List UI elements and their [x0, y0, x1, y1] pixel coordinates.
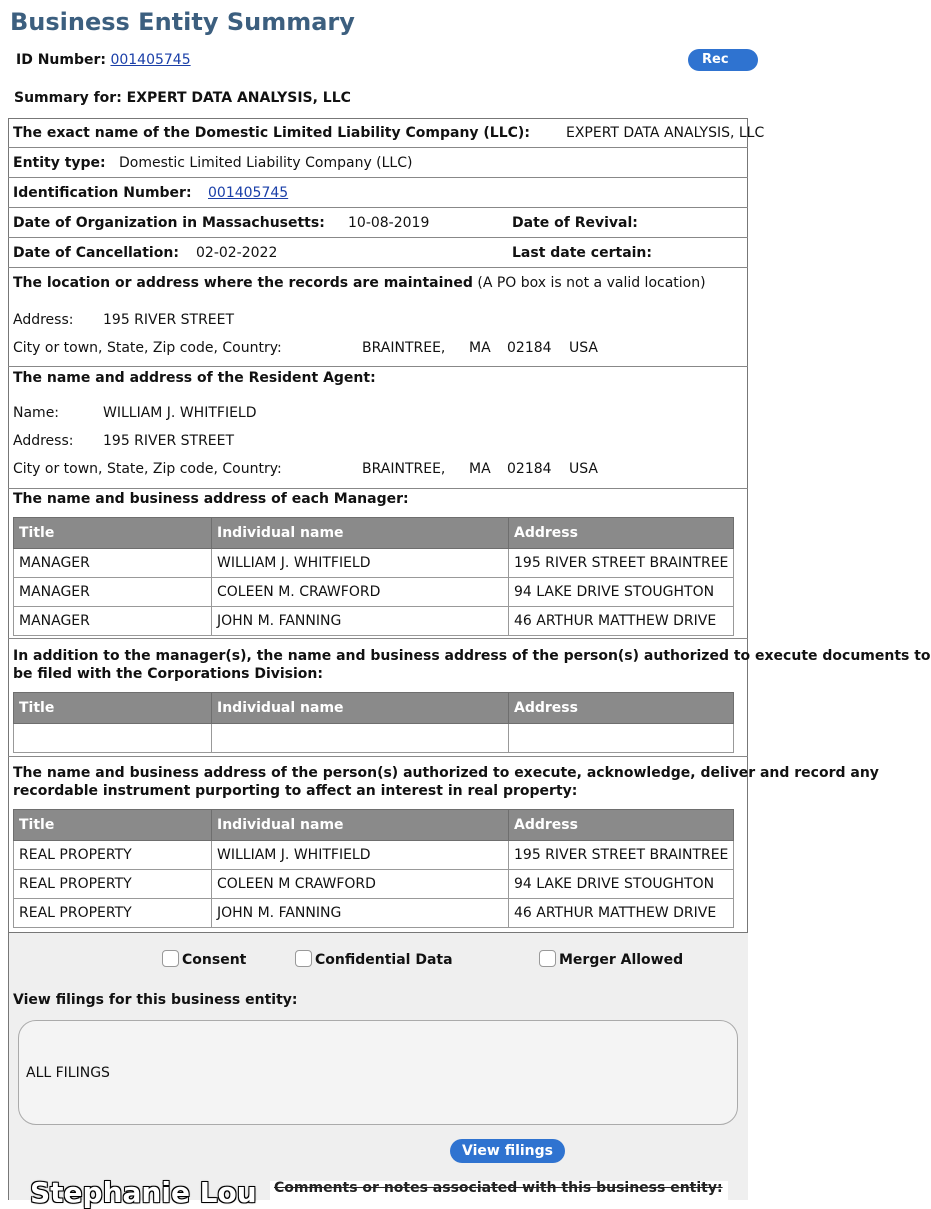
- empty-cell: [212, 724, 509, 753]
- column-header-address: Address: [509, 810, 734, 841]
- empty-cell: [509, 724, 734, 753]
- records-location-section: [8, 268, 748, 367]
- entity-type-label: Entity type:: [13, 155, 106, 171]
- managers-table: [13, 517, 734, 636]
- manager-title: MANAGER: [14, 549, 212, 578]
- entity-type-row: [8, 148, 748, 178]
- resident-agent-section: [8, 367, 748, 489]
- exact-name-value: EXPERT DATA ANALYSIS, LLC: [566, 125, 765, 141]
- real-property-title: REAL PROPERTY: [14, 841, 212, 870]
- column-header-individual-name: Individual name: [212, 810, 509, 841]
- manager-name: WILLIAM J. WHITFIELD: [212, 549, 509, 578]
- organization-date-label: Date of Organization in Massachusetts:: [13, 215, 325, 231]
- table-row: [14, 578, 734, 607]
- manager-name: COLEEN M. CRAWFORD: [212, 578, 509, 607]
- real-property-address: 94 LAKE DRIVE STOUGHTON: [509, 870, 734, 899]
- view-filings-button[interactable]: View filings: [450, 1139, 565, 1163]
- real-property-heading-line1: The name and business address of the person(s) authorized to execute, acknowledge, deliver and record any: [13, 765, 879, 781]
- agent-name-label: Name:: [13, 405, 60, 421]
- id-number-link[interactable]: 001405745: [110, 52, 191, 68]
- column-header-title: Title: [14, 810, 212, 841]
- real-property-address: 46 ARTHUR MATTHEW DRIVE: [509, 899, 734, 928]
- manager-address: 46 ARTHUR MATTHEW DRIVE: [509, 607, 734, 636]
- last-date-certain-label: Last date certain:: [512, 245, 652, 261]
- agent-country: USA: [569, 461, 598, 477]
- agent-address-label: Address:: [13, 433, 74, 449]
- column-header-individual-name: Individual name: [212, 693, 509, 724]
- authorized-header-row: [14, 693, 734, 724]
- identification-label: Identification Number:: [13, 185, 192, 201]
- comments-heading: Comments or notes associated with this business entity:: [274, 1180, 723, 1196]
- manager-title: MANAGER: [14, 607, 212, 636]
- table-row: [14, 841, 734, 870]
- exact-name-label: The exact name of the Domestic Limited Liability Company (LLC):: [13, 125, 530, 141]
- column-header-title: Title: [14, 518, 212, 549]
- confidential-data-option[interactable]: [295, 950, 453, 968]
- filings-listbox[interactable]: [18, 1020, 738, 1125]
- manager-title: MANAGER: [14, 578, 212, 607]
- authorized-table: [13, 692, 734, 753]
- records-address-value: 195 RIVER STREET: [103, 312, 235, 328]
- identification-row: [8, 178, 748, 208]
- table-row: [14, 607, 734, 636]
- column-header-address: Address: [509, 693, 734, 724]
- manager-address: 94 LAKE DRIVE STOUGHTON: [509, 578, 734, 607]
- manager-address: 195 RIVER STREET BRAINTREE: [509, 549, 734, 578]
- agent-address-value: 195 RIVER STREET: [103, 433, 235, 449]
- agent-zip: 02184: [507, 461, 552, 477]
- merger-allowed-option[interactable]: [539, 950, 683, 968]
- summary-for: [14, 90, 351, 106]
- organization-date-value: 10-08-2019: [348, 215, 430, 231]
- identification-link[interactable]: 001405745: [208, 185, 289, 201]
- records-heading: The location or address where the records are maintained: [13, 275, 473, 291]
- real-property-header-row: [14, 810, 734, 841]
- agent-name-value: WILLIAM J. WHITFIELD: [103, 405, 257, 421]
- records-city: BRAINTREE,: [362, 340, 446, 356]
- merger-allowed-label: Merger Allowed: [559, 952, 684, 968]
- summary-entity-name: EXPERT DATA ANALYSIS, LLC: [126, 90, 351, 106]
- real-property-title: REAL PROPERTY: [14, 870, 212, 899]
- manager-name: JOHN M. FANNING: [212, 607, 509, 636]
- consent-label: Consent: [182, 952, 247, 968]
- agent-city: BRAINTREE,: [362, 461, 446, 477]
- managers-heading: The name and business address of each Manager:: [13, 491, 409, 507]
- real-property-address: 195 RIVER STREET BRAINTREE: [509, 841, 734, 870]
- request-certificate-button[interactable]: Rec: [688, 49, 758, 71]
- table-row: [14, 724, 734, 753]
- confidential-data-label: Confidential Data: [315, 952, 453, 968]
- cancellation-date-label: Date of Cancellation:: [13, 245, 179, 261]
- records-country: USA: [569, 340, 598, 356]
- consent-checkbox[interactable]: [162, 950, 179, 967]
- records-zip: 02184: [507, 340, 552, 356]
- table-row: [14, 549, 734, 578]
- column-header-title: Title: [14, 693, 212, 724]
- cancellation-date-value: 02-02-2022: [196, 245, 278, 261]
- page-title: Business Entity Summary: [10, 8, 355, 36]
- real-property-name: WILLIAM J. WHITFIELD: [212, 841, 509, 870]
- authorized-heading-line1: In addition to the manager(s), the name and business address of the person(s) authorized to execute documents to: [13, 648, 931, 664]
- real-property-title: REAL PROPERTY: [14, 899, 212, 928]
- real-property-heading-line2: recordable instrument purporting to affect an interest in real property:: [13, 783, 578, 799]
- records-state: MA: [469, 340, 491, 356]
- records-city-label: City or town, State, Zip code, Country:: [13, 340, 282, 356]
- merger-allowed-checkbox[interactable]: [539, 950, 556, 967]
- managers-header-row: [14, 518, 734, 549]
- revival-date-label: Date of Revival:: [512, 215, 638, 231]
- column-header-individual-name: Individual name: [212, 518, 509, 549]
- confidential-data-checkbox[interactable]: [295, 950, 312, 967]
- records-heading-line: [13, 275, 706, 291]
- agent-heading: The name and address of the Resident Agent:: [13, 370, 376, 386]
- real-property-name: JOHN M. FANNING: [212, 899, 509, 928]
- consent-option[interactable]: [162, 950, 246, 968]
- comments-heading-bar: [270, 1181, 728, 1200]
- records-address-label: Address:: [13, 312, 74, 328]
- cancellation-date-row: [8, 238, 748, 268]
- filings-heading: View filings for this business entity:: [13, 992, 298, 1008]
- id-number-line: [16, 52, 191, 68]
- empty-cell: [14, 724, 212, 753]
- watermark-text: Stephanie Lou: [30, 1176, 257, 1209]
- agent-city-label: City or town, State, Zip code, Country:: [13, 461, 282, 477]
- agent-state: MA: [469, 461, 491, 477]
- organization-date-row: [8, 208, 748, 238]
- real-property-table: [13, 809, 734, 928]
- filings-option-all[interactable]: ALL FILINGS: [26, 1065, 110, 1081]
- authorized-heading-line2: be filed with the Corporations Division:: [13, 666, 323, 682]
- summary-label: Summary for:: [14, 90, 122, 106]
- table-row: [14, 870, 734, 899]
- entity-type-value: Domestic Limited Liability Company (LLC): [119, 155, 413, 171]
- real-property-name: COLEEN M CRAWFORD: [212, 870, 509, 899]
- records-note: (A PO box is not a valid location): [477, 275, 706, 291]
- id-number-label: ID Number:: [16, 52, 106, 68]
- column-header-address: Address: [509, 518, 734, 549]
- exact-name-row: [8, 118, 765, 148]
- table-row: [14, 899, 734, 928]
